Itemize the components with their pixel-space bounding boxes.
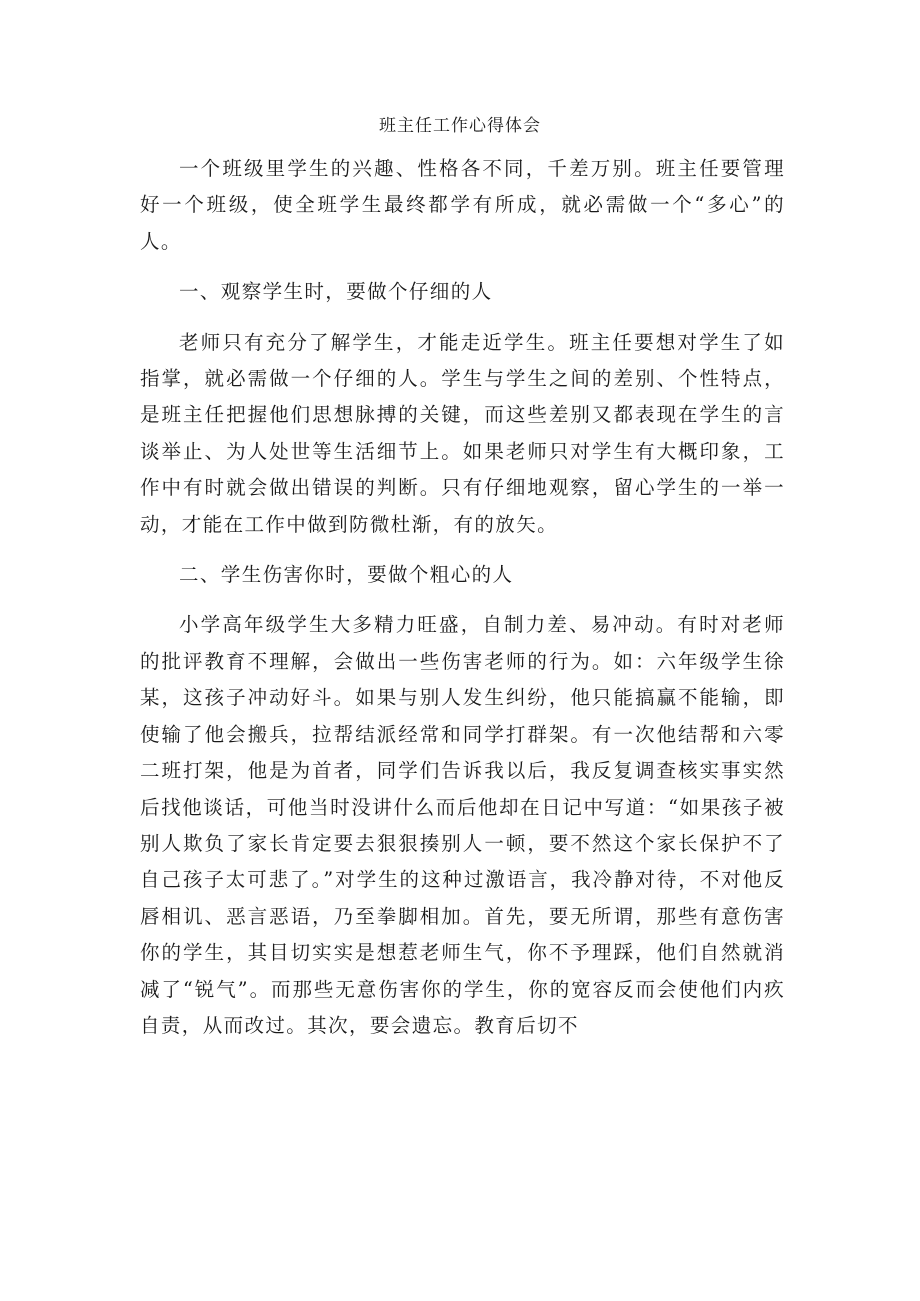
paragraph-gap — [140, 260, 785, 274]
section-1-paragraph: 老师只有充分了解学生，才能走近学生。班主任要想对学生了如指掌，就必需做一个仔细的人。学生与学生之间的差别、个性特点，是班主任把握他们思想脉搏的关键，而这些差别又都表现在学生的言谈举止、为人处世等生活细节上。如果老师只对学生有大概印象，工作中有时就会做出错误的判断。只有仔细地观察，留心学生的一举一动，才能在工作中做到防微杜渐，有的放矢。 — [140, 330, 785, 536]
paragraph-gap — [140, 543, 785, 557]
intro-paragraph: 一个班级里学生的兴趣、性格各不同，千差万别。班主任要管理好一个班级，使全班学生最终都学有所成，就必需做一个“多心”的人。 — [140, 157, 785, 253]
section-2-paragraph: 小学高年级学生大多精力旺盛，自制力差、易冲动。有时对老师的批评教育不理解，会做出一些伤害老师的行为。如：六年级学生徐某，这孩子冲动好斗。如果与别人发生纠纷，他只能搞赢不能输，即使输了他会搬兵，拉帮结派经常和同学打群架。有一次他结帮和六零二班打架，他是为首者，同学们告诉我以后，我反复调查核实事实然后找他谈话，可他当时没讲什么而后他却在日记中写道：“如果孩子被别人欺负了家长肯定要去狠狠揍别人一顿，要不然这个家长保护不了自己孩子太可悲了。”对学生的这种过激语言，我冷静对待，不对他反唇相讥、恶言恶语，乃至拳脚相加。首先，要无所谓，那些有意伤害你的学生，其目切实实是想惹老师生气，你不予理踩，他们自然就消减了“锐气”。而那些无意伤害你的学生，你的宽容反而会使他们内疚自责，从而改过。其次，要会遗忘。教育后切不 — [140, 613, 785, 1037]
document-body — [140, 151, 785, 1044]
section-heading-1: 一、观察学生时，要做个仔细的人 — [179, 280, 493, 304]
section-heading-2: 二、学生伤害你时，要做个粗心的人 — [179, 563, 514, 587]
document-title: 班主任工作心得体会 — [379, 116, 541, 136]
paragraph-gap — [140, 593, 785, 607]
paragraph-gap — [140, 311, 785, 325]
